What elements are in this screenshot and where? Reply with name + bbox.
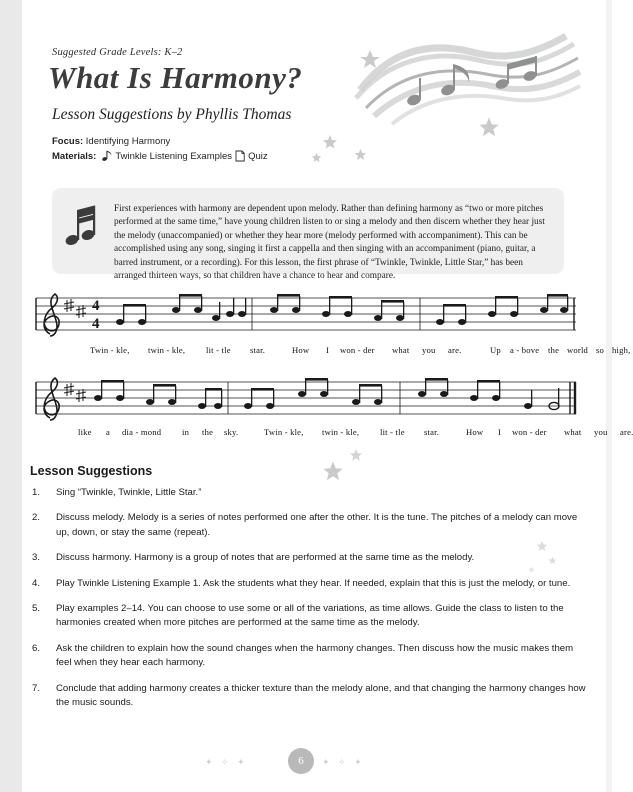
lyric-word: Twin - kle, bbox=[90, 345, 130, 355]
lesson-step bbox=[30, 551, 586, 565]
lesson-step bbox=[30, 486, 586, 500]
step-number: 6. bbox=[32, 642, 41, 654]
music-swirl-artwork bbox=[352, 28, 582, 128]
step-number: 1. bbox=[32, 487, 41, 498]
lyric-word: world bbox=[567, 345, 589, 355]
lyric-word: are. bbox=[620, 427, 633, 437]
lesson-step bbox=[30, 682, 586, 711]
lyric-word: dia - mond bbox=[122, 427, 162, 437]
step-number: 2. bbox=[32, 512, 41, 524]
step-text: Discuss harmony. Harmony is a group of notes that are performed at the same time as the melody. bbox=[56, 552, 475, 564]
lyric-word: twin - kle, bbox=[148, 345, 186, 355]
lyric-word: a - bove bbox=[510, 345, 540, 355]
step-text: Ask the children to explain how the sound changes when the harmony changes. Then discuss how the music makes them feel when they hear each harmony. bbox=[56, 642, 574, 669]
lesson-step bbox=[30, 577, 586, 591]
star-decoration bbox=[322, 460, 344, 482]
step-text: Play examples 2–14. You can choose to use some or all of the variations, as time allows. Guide the class to listen to the harmonies created when more pitches are performed at the same time as the melody. bbox=[56, 602, 564, 629]
lyric-word: Twin - kle, bbox=[264, 427, 304, 437]
materials-value-2: Quiz bbox=[248, 150, 268, 162]
lesson-step bbox=[30, 642, 586, 671]
lesson-suggestions-heading: Lesson Suggestions bbox=[30, 464, 153, 478]
page-title: What Is Harmony? bbox=[48, 60, 303, 95]
focus-label: Focus: bbox=[52, 136, 84, 147]
lyric-word: high, bbox=[612, 345, 631, 355]
lesson-step bbox=[30, 602, 586, 631]
star-decoration bbox=[311, 152, 322, 163]
lyric-word: won - der bbox=[340, 345, 375, 355]
lyric-word: lit - tle bbox=[380, 427, 405, 437]
key-signature bbox=[64, 383, 86, 402]
lyric-word: the bbox=[202, 427, 214, 437]
star-decoration bbox=[354, 148, 367, 161]
page-subtitle: Lesson Suggestions by Phyllis Thomas bbox=[52, 106, 292, 123]
music-notes-icon bbox=[64, 204, 104, 250]
lyric-word: sky. bbox=[224, 427, 239, 437]
lyric-word: the bbox=[548, 345, 560, 355]
lyric-word: twin - kle, bbox=[322, 427, 360, 437]
step-number: 5. bbox=[32, 602, 41, 614]
lyric-word: what bbox=[392, 345, 410, 355]
lyric-word: star. bbox=[250, 345, 266, 355]
lyric-word: are. bbox=[448, 345, 462, 355]
svg-text:4: 4 bbox=[92, 316, 100, 332]
lyric-word: lit - tle bbox=[206, 345, 231, 355]
lyric-word: How bbox=[466, 427, 484, 437]
lyric-word: so bbox=[596, 345, 605, 355]
lesson-steps-list bbox=[30, 486, 586, 721]
lyric-word: you bbox=[594, 427, 608, 437]
lyric-word: you bbox=[422, 345, 436, 355]
materials-label: Materials: bbox=[52, 150, 97, 162]
right-margin-bar bbox=[606, 0, 612, 792]
svg-text:4: 4 bbox=[92, 298, 100, 314]
lyric-word: How bbox=[292, 345, 310, 355]
step-number: 3. bbox=[32, 552, 41, 564]
step-text: Conclude that adding harmony creates a thicker texture than the melody alone, and that changing the harmony changes how the music sounds. bbox=[56, 682, 586, 708]
lyric-word: Up bbox=[490, 345, 501, 355]
lyric-word: what bbox=[564, 427, 582, 437]
focus-line bbox=[52, 136, 170, 147]
key-signature bbox=[64, 299, 86, 318]
step-text: Discuss melody. Melody is a series of notes performed one after the other. It is the tune. The pitches of a melody can move up, down, or stay the same (repeat). bbox=[56, 512, 578, 538]
document-icon bbox=[234, 150, 246, 162]
lyric-word: I bbox=[326, 345, 330, 355]
time-signature bbox=[92, 298, 100, 332]
materials-value-1: Twinkle Listening Examples bbox=[115, 150, 233, 162]
step-text: Play Twinkle Listening Example 1. Ask the students what they hear. If needed, explain that this is just the melody, or tune. bbox=[56, 577, 571, 589]
lyric-word: a bbox=[106, 427, 111, 437]
star-decoration bbox=[322, 134, 338, 150]
callout-text: First experiences with harmony are dependent upon melody. Rather than defining harmony as “two or more pitches performed at the same time,” have young children listen to or sing a melody and then discern whether they hear just the melody (unaccompanied) or whether they hear more (melody performed with accompaniment). This can be accomplished using any song, singing it first a cappella and then singing with an accompaniment (piano, guitar, a barred instrument, or a recording). For this lesson, the first phrase of “Twinkle, Twinkle, Little Star,” has been arranged thirteen ways, so that children have a chance to hear and compare. bbox=[114, 204, 545, 282]
left-margin-bar bbox=[0, 0, 22, 792]
footer-dots-right: ✦ ✧ ✦ bbox=[322, 757, 365, 767]
step-text: Sing “Twinkle, Twinkle, Little Star.” bbox=[56, 487, 202, 498]
materials-line bbox=[52, 150, 268, 162]
step-number: 7. bbox=[32, 682, 41, 694]
lyric-word: like bbox=[78, 427, 92, 437]
star-decoration bbox=[349, 448, 363, 462]
music-note-icon bbox=[101, 150, 113, 162]
lyric-word: won - der bbox=[512, 427, 547, 437]
grade-levels: Suggested Grade Levels: K–2 bbox=[52, 47, 183, 58]
lyric-word: star. bbox=[424, 427, 440, 437]
lyric-word: in bbox=[182, 427, 190, 437]
intro-callout bbox=[52, 188, 564, 282]
music-stave-line-2 bbox=[30, 372, 582, 428]
footer-dots-left: ✦ ✧ ✦ bbox=[205, 757, 248, 767]
music-stave-line-1 bbox=[30, 288, 582, 344]
step-number: 4. bbox=[32, 577, 41, 589]
lyric-word: I bbox=[498, 427, 502, 437]
focus-value: Identifying Harmony bbox=[85, 136, 171, 147]
page-number: 6 bbox=[288, 748, 314, 774]
lesson-step bbox=[30, 511, 586, 540]
